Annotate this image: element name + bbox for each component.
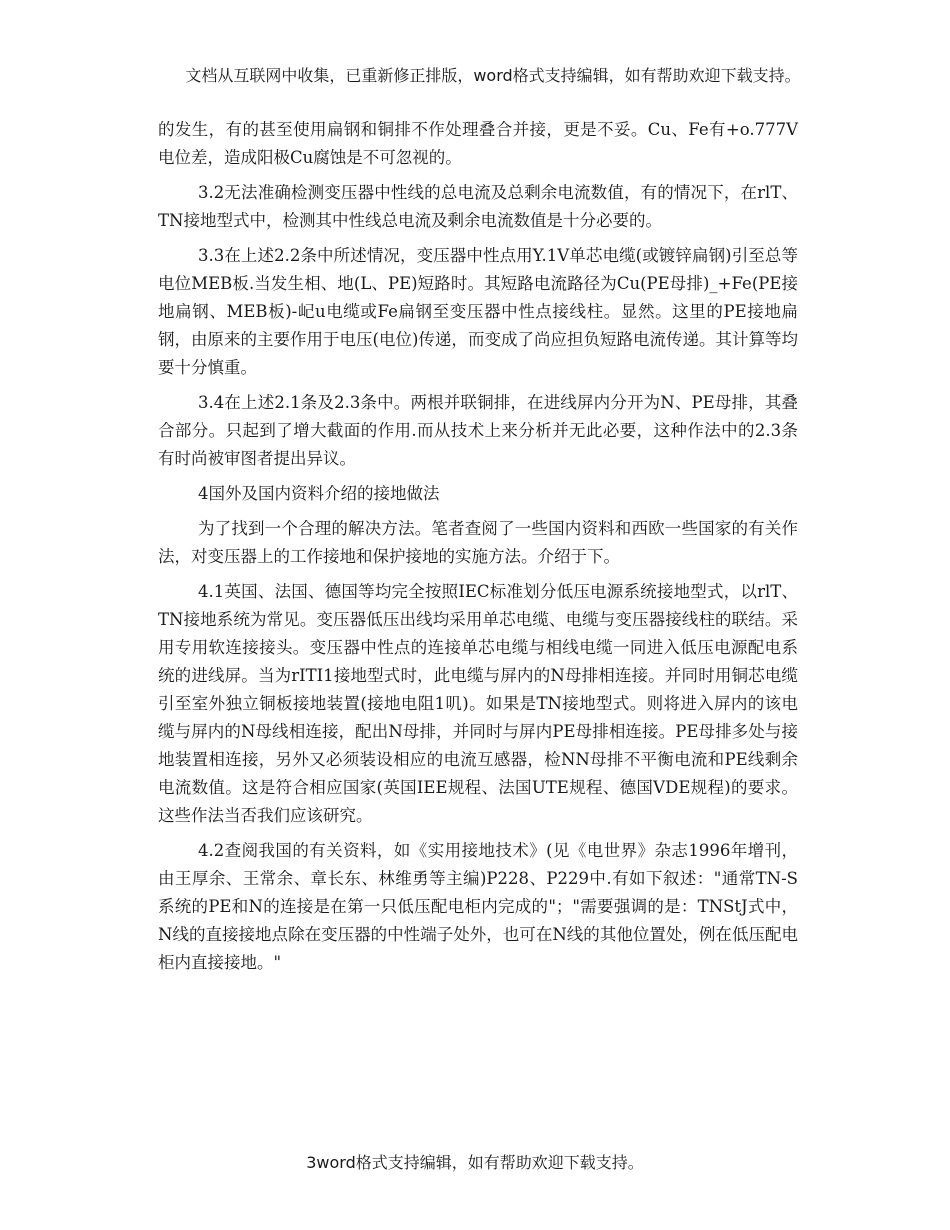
paragraph-4-1: 4.1英国、法国、德国等均完全按照IEC标准划分低压电源系统接地型式，以rlT、TN接地系统为常见。变压器低压出线均采用单芯电缆、电缆与变压器接线柱的联结。采用专用软连接接头。变压器中性点的连接单芯电缆与相线电缆一同进入低压电源配电系统的进线屏。当为rITI1接地型式时，此电缆与屏内的N母排相连接。并同时用铜芯电缆引至室外独立铜板接地装置(接地电阻1叽)。如果是TN接地型式。则将进入屏内的该电缆与屏内的N母线相连接，配出N母排，并同时与屏内PE母排相连接。PE母排多处与接地装置相连接，另外又必须装设相应的电流互感器，检NN母排不平衡电流和PE线剩余电流数值。这是符合相应国家(英国IEE规程、法国UTE规程、德国VDE规程)的要求。这些作法当否我们应该研究。 [158,582,798,825]
document-body [158,116,798,984]
paragraph-3-2: 3.2无法准确检测变压器中性线的总电流及总剩余电流数值，有的情况下，在rlT、TN接地型式中，检测其中性线总电流及剩余电流数值是十分必要的。 [158,183,798,230]
page-footer: 3word格式支持编辑，如有帮助欢迎下载支持。 [306,1153,644,1172]
paragraph-continuation: 的发生，有的甚至使用扁钢和铜排不作处理叠合并接，更是不妥。Cu、Fe有+o.777V电位差，造成阳极Cu腐蚀是不可忽视的。 [158,120,798,167]
paragraph-3-3: 3.3在上述2.2条中所述情况，变压器中性点用Y.1V单芯电缆(或镀锌扁钢)引至总等电位MEB板.当发生相、地(L、PE)短路时。其短路电流路径为Cu(PE母排)_+Fe(PE接地扁钢、MEB板)-屺u电缆或Fe扁钢至变压器中性点接线柱。显然。这里的PE接地扁钢，由原来的主要作用于电压(电位)传递，而变成了尚应担负短路电流传递。其计算等均要十分慎重。 [158,246,798,377]
paragraph-intro: 为了找到一个合理的解决方法。笔者查阅了一些国内资料和西欧一些国家的有关作法，对变压器上的工作接地和保护接地的实施方法。介绍于下。 [158,519,798,566]
section-heading-4: 4国外及国内资料介绍的接地做法 [198,484,440,503]
paragraph-4-2: 4.2查阅我国的有关资料，如《实用接地技术》(见《电世界》杂志1996年增刊，由王厚余、王常余、章长东、林维勇等主编)P228、P229中.有如下叙述："通常TN-S系统的PE和N的连接是在第一只低压配电柜内完成的"；"需要强调的是：TNStJ式中，N线的直接接地点除在变压器的中性端子处外，也可在N线的其他位置处，例在低压配电柜内直接接地。" [158,841,798,972]
page-header: 文档从互联网中收集，已重新修正排版，word格式支持编辑，如有帮助欢迎下载支持。 [185,66,801,85]
paragraph-3-4: 3.4在上述2.1条及2.3条中。两根并联铜排，在进线屏内分开为N、PE母排，其叠合部分。只起到了增大截面的作用.而从技术上来分析并无此必要，这种作法中的2.3条有时尚被审图者提出异议。 [158,393,798,468]
